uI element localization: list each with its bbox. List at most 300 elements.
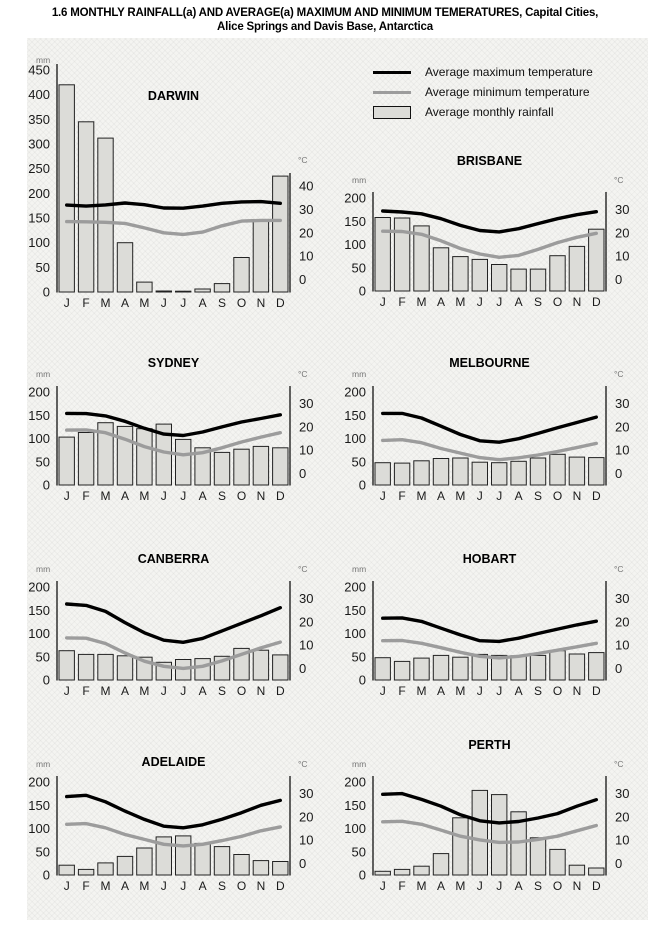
- left-axis-tick-label: 350: [28, 111, 50, 127]
- left-axis-tick-label: 200: [28, 384, 50, 400]
- month-label: A: [198, 296, 207, 310]
- legend-label: Average minimum temperature: [425, 85, 590, 99]
- rainfall-bar: [253, 221, 268, 293]
- celsius-unit-label: °C: [614, 759, 624, 769]
- month-label: J: [379, 489, 386, 503]
- rainfall-bar: [550, 256, 565, 291]
- month-label: J: [63, 489, 70, 503]
- rainfall-bar: [273, 448, 288, 485]
- rainfall-bar: [569, 865, 584, 875]
- right-axis-tick-label: 10: [299, 442, 314, 458]
- month-label: F: [398, 879, 406, 893]
- rainfall-bar: [433, 248, 448, 291]
- left-axis-tick-label: 150: [28, 797, 50, 813]
- month-label: J: [496, 489, 503, 503]
- month-label: J: [476, 879, 483, 893]
- rainfall-bar: [59, 865, 74, 875]
- right-axis-tick-label: 30: [299, 786, 314, 802]
- right-axis-tick-label: 10: [299, 637, 314, 653]
- rainfall-bar: [195, 289, 210, 292]
- left-axis-tick-label: 150: [28, 602, 50, 618]
- month-label: J: [496, 879, 503, 893]
- month-label: A: [120, 296, 130, 310]
- legend: [373, 64, 650, 124]
- rainfall-bar: [492, 795, 507, 875]
- month-label: F: [398, 489, 406, 503]
- month-label: N: [256, 296, 266, 310]
- rainfall-bar: [176, 836, 191, 875]
- max-temp-line: [67, 795, 281, 828]
- month-label: S: [533, 489, 543, 503]
- month-label: J: [63, 879, 70, 893]
- mm-unit-label: mm: [36, 369, 51, 379]
- rainfall-bar: [589, 458, 604, 485]
- mm-unit-label: mm: [352, 175, 367, 185]
- left-axis-tick-label: 200: [28, 185, 50, 201]
- min-temp-line-swatch: [373, 91, 411, 94]
- rainfall-bar: [117, 426, 132, 485]
- month-label: O: [552, 295, 563, 309]
- month-label: M: [416, 879, 427, 893]
- month-label: S: [217, 879, 227, 893]
- mm-unit-label: mm: [36, 564, 51, 574]
- celsius-unit-label: °C: [298, 759, 308, 769]
- celsius-unit-label: °C: [298, 369, 308, 379]
- month-label: J: [496, 295, 503, 309]
- celsius-unit-label: °C: [614, 175, 624, 185]
- left-axis-tick-label: 0: [42, 284, 50, 300]
- rainfall-bar: [375, 658, 390, 680]
- left-axis-tick-label: 0: [42, 477, 50, 493]
- month-label: J: [160, 684, 167, 698]
- rainfall-bar: [472, 259, 487, 291]
- right-axis-tick-label: 0: [615, 660, 623, 676]
- month-label: A: [436, 489, 446, 503]
- rainfall-bar: [78, 654, 93, 680]
- rainfall-bar: [234, 258, 249, 293]
- month-label: N: [572, 489, 582, 503]
- rainfall-bar: [195, 659, 210, 680]
- rainfall-bar: [394, 463, 409, 485]
- rainfall-bar: [394, 869, 409, 875]
- left-axis-tick-label: 100: [28, 821, 50, 836]
- rainfall-bar: [394, 218, 409, 291]
- right-axis-tick-label: 20: [299, 419, 314, 435]
- right-axis-tick-label: 20: [615, 419, 630, 435]
- month-label: A: [514, 879, 523, 893]
- right-axis-tick-label: 20: [299, 225, 314, 241]
- rainfall-bar: [589, 229, 604, 291]
- rainfall-bar: [472, 790, 487, 875]
- celsius-unit-label: °C: [298, 564, 308, 574]
- left-axis-tick-label: 0: [42, 672, 50, 688]
- rainfall-bar: [137, 282, 152, 292]
- month-label: J: [379, 879, 386, 893]
- rainfall-bar: [550, 454, 565, 485]
- left-axis-tick-label: 200: [344, 190, 366, 206]
- month-label: A: [436, 295, 446, 309]
- month-label: M: [455, 879, 466, 893]
- rainfall-bar: [433, 459, 448, 486]
- rainfall-bar: [59, 437, 74, 485]
- rainfall-bar: [78, 433, 93, 486]
- rainfall-bar: [176, 291, 191, 292]
- month-label: S: [533, 879, 543, 893]
- month-label: M: [416, 295, 427, 309]
- rainfall-bar: [511, 269, 526, 291]
- month-label: D: [591, 489, 601, 503]
- rainfall-bar: [214, 847, 229, 875]
- right-axis-tick-label: 20: [299, 809, 314, 825]
- month-label: A: [514, 489, 523, 503]
- rainfall-bar: [98, 863, 113, 875]
- month-label: S: [533, 684, 543, 698]
- rainfall-bar: [453, 257, 468, 291]
- left-axis-tick-label: 50: [351, 844, 366, 860]
- month-label: D: [275, 296, 285, 310]
- right-axis-tick-label: 30: [299, 201, 314, 217]
- legend-item-min-temp: [373, 84, 650, 100]
- rainfall-bar: [453, 458, 468, 485]
- month-label: N: [256, 489, 266, 503]
- month-label: S: [217, 489, 227, 503]
- chart-title: CANBERRA: [137, 552, 210, 566]
- chart-title: PERTH: [468, 738, 511, 752]
- rainfall-bar: [511, 656, 526, 680]
- left-axis-tick-label: 200: [344, 774, 366, 790]
- month-label: M: [100, 879, 111, 893]
- mm-unit-label: mm: [36, 759, 51, 769]
- right-axis-tick-label: 10: [299, 832, 314, 848]
- right-axis-tick-label: 0: [299, 272, 307, 288]
- month-label: M: [416, 684, 427, 698]
- left-axis-tick-label: 150: [344, 602, 366, 618]
- chart-perth: [338, 735, 638, 907]
- month-label: N: [572, 295, 582, 309]
- month-label: S: [217, 296, 227, 310]
- month-label: J: [476, 684, 483, 698]
- month-label: F: [82, 684, 90, 698]
- right-axis-tick-label: 10: [615, 637, 630, 653]
- page-title-line1: 1.6 MONTHLY RAINFALL(a) AND AVERAGE(a) MAXIMUM AND MINIMUM TEMERATURES, Capital Cities,: [51, 7, 599, 19]
- month-label: M: [100, 684, 111, 698]
- right-axis-tick-label: 20: [615, 225, 630, 241]
- month-label: J: [496, 684, 503, 698]
- left-axis-tick-label: 50: [35, 649, 50, 665]
- rainfall-bar: [492, 463, 507, 485]
- rainfall-bar: [234, 449, 249, 485]
- max-temp-line: [67, 604, 281, 642]
- left-axis-tick-label: 0: [358, 283, 366, 299]
- chart-darwin: [22, 55, 322, 325]
- rainfall-bar: [214, 452, 229, 485]
- right-axis-tick-label: 20: [615, 614, 630, 630]
- left-axis-tick-label: 100: [344, 431, 366, 446]
- left-axis-tick-label: 0: [358, 477, 366, 493]
- right-axis-tick-label: 0: [615, 855, 623, 871]
- month-label: F: [398, 684, 406, 698]
- right-axis-tick-label: 0: [299, 855, 307, 871]
- page-title-line2: Alice Springs and Davis Base, Antarctica: [217, 21, 433, 33]
- rainfall-bar: [453, 818, 468, 875]
- month-label: N: [256, 684, 266, 698]
- right-axis-tick-label: 40: [299, 178, 314, 194]
- left-axis-tick-label: 300: [28, 136, 50, 152]
- rainfall-bar: [273, 655, 288, 680]
- month-label: A: [514, 684, 523, 698]
- rainfall-bar: [156, 291, 171, 292]
- left-axis-tick-label: 150: [344, 797, 366, 813]
- celsius-unit-label: °C: [298, 155, 308, 165]
- month-label: A: [436, 684, 446, 698]
- legend-label: Average maximum temperature: [425, 65, 593, 79]
- month-label: D: [275, 684, 285, 698]
- rainfall-bar: [414, 461, 429, 485]
- rainfall-bar: [253, 861, 268, 875]
- month-label: O: [236, 489, 247, 503]
- chart-title: BRISBANE: [456, 154, 523, 168]
- chart-canberra: [22, 540, 322, 712]
- right-axis-tick-label: 20: [299, 614, 314, 630]
- month-label: A: [120, 879, 130, 893]
- left-axis-tick-label: 100: [344, 821, 366, 836]
- rainfall-bar: [273, 176, 288, 292]
- month-label: J: [476, 489, 483, 503]
- left-axis-tick-label: 100: [28, 626, 50, 641]
- charts-panel: [27, 38, 648, 920]
- rainfall-bar: [414, 658, 429, 680]
- month-label: J: [379, 295, 386, 309]
- rainfall-bar: [589, 653, 604, 680]
- month-label: J: [160, 296, 167, 310]
- right-axis-tick-label: 0: [615, 271, 623, 287]
- right-axis-tick-label: 30: [615, 786, 630, 802]
- month-label: A: [436, 879, 446, 893]
- chart-title: ADELAIDE: [141, 755, 206, 769]
- right-axis-tick-label: 20: [615, 809, 630, 825]
- rainfall-bar: [414, 866, 429, 875]
- month-label: M: [100, 296, 111, 310]
- month-label: O: [552, 684, 563, 698]
- left-axis-tick-label: 50: [351, 454, 366, 470]
- left-axis-tick-label: 250: [28, 161, 50, 177]
- rainfall-bar: [375, 218, 390, 292]
- month-label: D: [275, 489, 285, 503]
- left-axis-tick-label: 0: [42, 867, 50, 883]
- max-temp-line: [383, 618, 597, 642]
- rainfall-bar: [530, 269, 545, 291]
- month-label: D: [275, 879, 285, 893]
- month-label: M: [139, 879, 150, 893]
- month-label: J: [379, 684, 386, 698]
- rainfall-bar: [253, 650, 268, 680]
- month-label: N: [256, 879, 266, 893]
- right-axis-tick-label: 0: [615, 465, 623, 481]
- rainfall-bar: [98, 654, 113, 680]
- month-label: J: [476, 295, 483, 309]
- rainfall-box-swatch: [373, 106, 411, 119]
- month-label: M: [139, 684, 150, 698]
- rainfall-bar: [137, 429, 152, 485]
- rainfall-bar: [137, 848, 152, 875]
- celsius-unit-label: °C: [614, 369, 624, 379]
- rainfall-bar: [253, 446, 268, 485]
- left-axis-tick-label: 400: [28, 87, 50, 103]
- rainfall-bar: [59, 651, 74, 680]
- left-axis-tick-label: 200: [28, 774, 50, 790]
- rainfall-bar: [492, 265, 507, 292]
- chart-melbourne: [338, 345, 638, 517]
- month-label: J: [180, 684, 187, 698]
- rainfall-bar: [550, 651, 565, 680]
- chart-sydney: [22, 345, 322, 517]
- rainfall-bar: [550, 849, 565, 875]
- month-label: A: [198, 879, 207, 893]
- month-label: J: [63, 684, 70, 698]
- right-axis-tick-label: 0: [299, 465, 307, 481]
- left-axis-tick-label: 50: [35, 844, 50, 860]
- mm-unit-label: mm: [352, 759, 367, 769]
- month-label: J: [160, 489, 167, 503]
- left-axis-tick-label: 150: [344, 407, 366, 423]
- month-label: J: [180, 489, 187, 503]
- right-axis-tick-label: 30: [615, 202, 630, 218]
- legend-label: Average monthly rainfall: [425, 105, 554, 119]
- left-axis-tick-label: 50: [351, 260, 366, 276]
- rainfall-bar: [472, 462, 487, 485]
- month-label: A: [514, 295, 523, 309]
- rainfall-bar: [530, 838, 545, 875]
- celsius-unit-label: °C: [614, 564, 624, 574]
- left-axis-tick-label: 100: [28, 431, 50, 446]
- chart-title: SYDNEY: [147, 356, 200, 370]
- right-axis-tick-label: 30: [615, 396, 630, 412]
- left-axis-tick-label: 0: [358, 672, 366, 688]
- rainfall-bar: [98, 138, 113, 292]
- left-axis-tick-label: 50: [35, 259, 50, 275]
- rainfall-bar: [453, 657, 468, 680]
- month-label: F: [82, 879, 90, 893]
- month-label: A: [120, 489, 130, 503]
- rainfall-bar: [569, 654, 584, 680]
- rainfall-bar: [433, 854, 448, 875]
- right-axis-tick-label: 10: [615, 832, 630, 848]
- month-label: A: [198, 489, 207, 503]
- max-temp-line: [383, 413, 597, 442]
- month-label: M: [139, 296, 150, 310]
- legend-item-max-temp: [373, 64, 650, 80]
- month-label: F: [398, 295, 406, 309]
- rainfall-bar: [234, 855, 249, 876]
- chart-title: MELBOURNE: [449, 356, 530, 370]
- left-axis-tick-label: 150: [28, 210, 50, 226]
- right-axis-tick-label: 10: [615, 248, 630, 264]
- month-label: J: [160, 879, 167, 893]
- page-title: [0, 6, 650, 34]
- left-axis-tick-label: 450: [28, 62, 50, 78]
- rainfall-bar: [530, 458, 545, 485]
- mm-unit-label: mm: [352, 369, 367, 379]
- month-label: N: [572, 684, 582, 698]
- right-axis-tick-label: 30: [615, 591, 630, 607]
- month-label: M: [100, 489, 111, 503]
- left-axis-tick-label: 100: [28, 235, 50, 251]
- rainfall-bar: [117, 856, 132, 875]
- left-axis-tick-label: 0: [358, 867, 366, 883]
- mm-unit-label: mm: [352, 564, 367, 574]
- mm-unit-label: mm: [36, 55, 51, 65]
- right-axis-tick-label: 10: [299, 248, 314, 264]
- left-axis-tick-label: 200: [344, 384, 366, 400]
- rainfall-bar: [375, 871, 390, 875]
- rainfall-bar: [375, 463, 390, 485]
- chart-hobart: [338, 540, 638, 712]
- month-label: O: [552, 879, 563, 893]
- month-label: F: [82, 296, 90, 310]
- chart-title: DARWIN: [147, 89, 200, 103]
- month-label: O: [236, 296, 247, 310]
- max-temp-line: [383, 794, 597, 823]
- left-axis-tick-label: 100: [344, 626, 366, 641]
- month-label: M: [455, 489, 466, 503]
- month-label: N: [572, 879, 582, 893]
- rainfall-bar: [569, 457, 584, 485]
- rainfall-bar: [433, 655, 448, 680]
- month-label: D: [591, 684, 601, 698]
- rainfall-bar: [195, 843, 210, 875]
- left-axis-tick-label: 150: [344, 213, 366, 229]
- min-temp-line: [383, 821, 597, 842]
- rainfall-bar: [394, 661, 409, 680]
- month-label: J: [63, 296, 70, 310]
- month-label: J: [180, 296, 187, 310]
- month-label: M: [455, 295, 466, 309]
- rainfall-bar: [59, 85, 74, 292]
- month-label: S: [533, 295, 543, 309]
- left-axis-tick-label: 100: [344, 237, 366, 252]
- left-axis-tick-label: 50: [35, 454, 50, 470]
- month-label: A: [120, 684, 130, 698]
- month-label: F: [82, 489, 90, 503]
- month-label: A: [198, 684, 207, 698]
- month-label: O: [236, 684, 247, 698]
- rainfall-bar: [117, 243, 132, 292]
- month-label: M: [416, 489, 427, 503]
- chart-brisbane: [338, 151, 638, 323]
- month-label: D: [591, 295, 601, 309]
- chart-adelaide: [22, 735, 322, 907]
- rainfall-bar: [511, 461, 526, 485]
- left-axis-tick-label: 200: [344, 579, 366, 595]
- right-axis-tick-label: 30: [299, 396, 314, 412]
- rainfall-bar: [569, 246, 584, 291]
- right-axis-tick-label: 30: [299, 591, 314, 607]
- legend-item-rainfall: [373, 104, 650, 120]
- max-temp-line-swatch: [373, 71, 411, 74]
- chart-title: HOBART: [462, 552, 517, 566]
- right-axis-tick-label: 0: [299, 660, 307, 676]
- month-label: D: [591, 879, 601, 893]
- month-label: M: [139, 489, 150, 503]
- rainfall-bar: [589, 868, 604, 875]
- month-label: O: [552, 489, 563, 503]
- month-label: M: [455, 684, 466, 698]
- rainfall-bar: [117, 656, 132, 680]
- rainfall-bar: [214, 284, 229, 292]
- left-axis-tick-label: 200: [28, 579, 50, 595]
- rainfall-bar: [273, 862, 288, 876]
- right-axis-tick-label: 10: [615, 442, 630, 458]
